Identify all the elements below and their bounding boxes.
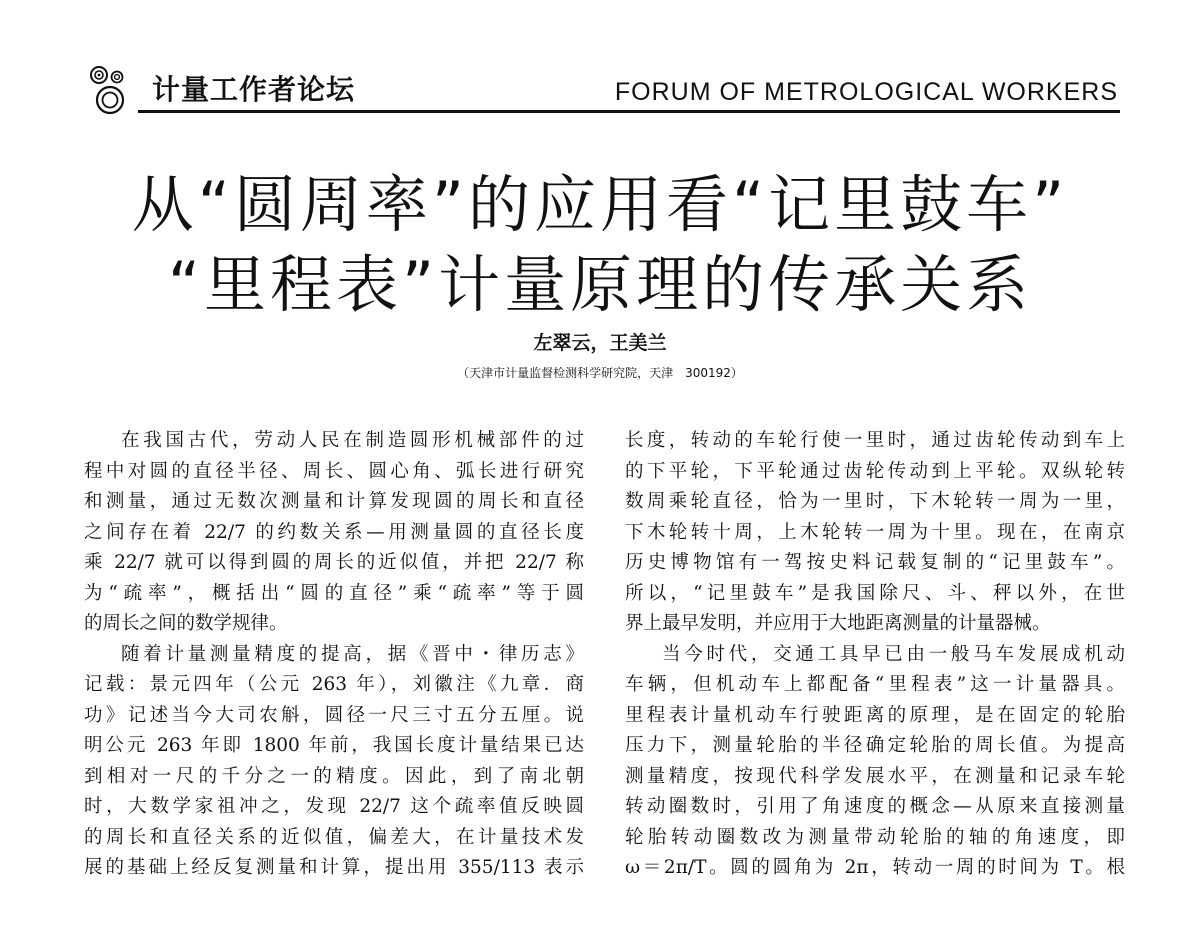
text-line: 下木轮转十周，上木轮转一周为十里。现在，在南京: [625, 521, 1125, 543]
text-line: 测量精度，按现代科学发展水平，在测量和记录车轮: [625, 765, 1125, 787]
text-line: 乘 22/7 就可以得到圆的周长的近似值，并把 22/7 称: [84, 552, 584, 573]
text-line: 数周乘轮直径，恰为一里时，下木轮转一周为一里，: [625, 491, 1125, 512]
text-line: 明公元 263 年即 1800 年前，我国长度计量结果已达: [84, 735, 584, 756]
text-line: 的周长和直径关系的近似值，偏差大，在计量技术发: [84, 826, 584, 848]
text-line: 随着计量测量精度的提高，据《晋中・律历志》: [121, 643, 584, 665]
text-line: 到相对一尺的千分之一的精度。因此，到了南北朝: [84, 765, 584, 787]
text-line: 历史博物馆有一驾按史料记载复制的“记里鼓车”。: [625, 552, 1125, 573]
text-line: 界上最早发明，并应用于大地距离测量的计量器械。: [625, 613, 1051, 634]
text-line: 转动圈数时，引用了角速度的概念—从原来直接测量: [625, 796, 1125, 817]
authors: 左翠云，王美兰: [533, 332, 667, 354]
affiliation: （天津市计量监督检测科学研究院，天津 300192）: [457, 366, 743, 380]
text-line: 的下平轮，下平轮通过齿轮传动到上平轮。双纵轮转: [625, 460, 1125, 482]
text-line: 里程表计量机动车行驶距离的原理，是在固定的轮胎: [625, 704, 1125, 726]
column-name: 计量工作者论坛: [152, 73, 356, 106]
text-line: 所以，“记里鼓车”是我国除尺、斗、秤以外，在世: [625, 582, 1125, 604]
page-header: [80, 58, 1120, 114]
header-underline: [138, 110, 1120, 113]
body-column-left: [84, 426, 584, 884]
concentric-circles-logo: [88, 64, 140, 116]
text-line: 长度，转动的车轮行使一里时，通过齿轮传动到车上: [625, 430, 1125, 451]
article-title-line-2: “里程表”计量原理的传承关系: [167, 248, 1033, 321]
text-line: 当今时代，交通工具早已由一般马车发展成机动: [662, 643, 1125, 665]
text-line: 压力下，测量轮胎的半径确定轮胎的周长值。为提高: [625, 735, 1125, 756]
text-line: 功》记述当今大司农斛，圆径一尺三寸五分五厘。说: [84, 704, 584, 726]
text-line: 的周长之间的数学规律。: [84, 613, 288, 634]
text-line: 展的基础上经反复测量和计算，提出用 355/113 表示: [84, 857, 584, 878]
text-line: 为“疏率”，概括出“圆的直径”乘“疏率”等于圆: [84, 582, 584, 604]
article-title-line-1: 从“圆周率”的应用看“记里鼓车”: [131, 168, 1069, 241]
text-line: 车辆，但机动车上都配备“里程表”这一计量器具。: [625, 674, 1125, 695]
text-line: 记载：景元四年（公元 263 年），刘徽注《九章．商: [84, 674, 584, 695]
text-line: 和测量，通过无数次测量和计算发现圆的周长和直径: [84, 491, 584, 512]
forum-english-title: FORUM OF METROLOGICAL WORKERS: [614, 78, 1118, 106]
text-line: 时，大数学家祖冲之，发现 22/7 这个疏率值反映圆: [84, 796, 584, 817]
body-column-right: [625, 426, 1125, 884]
text-line: 轮胎转动圈数改为测量带动轮胎的轴的角速度，即: [625, 826, 1125, 848]
text-line: 程中对圆的直径半径、周长、圆心角、弧长进行研究: [84, 460, 584, 482]
text-line: 在我国古代，劳动人民在制造圆形机械部件的过: [121, 430, 584, 451]
text-line: ω＝2π/T。圆的圆角为 2π，转动一周的时间为 T。根: [625, 857, 1125, 878]
text-line: 之间存在着 22/7 的约数关系—用测量圆的直径长度: [84, 521, 584, 543]
